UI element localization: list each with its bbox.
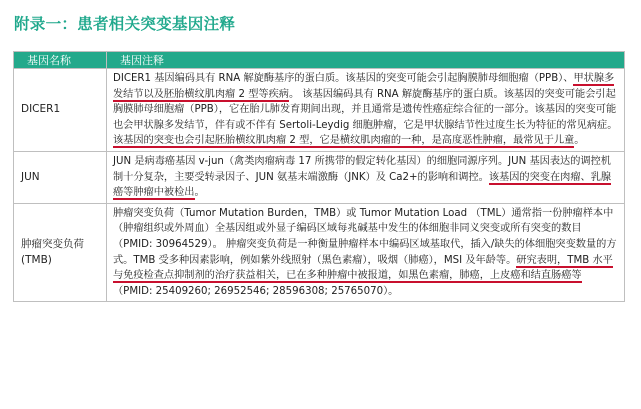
gene-name-cell: 肿瘤突变负荷 (TMB) bbox=[14, 203, 107, 302]
highlighted-text: 甲状腺多发结节以及胚胎横纹肌肉瘤 2 型等疾病 bbox=[113, 73, 615, 100]
gene-annotation-cell bbox=[107, 151, 625, 203]
annotation-text: 。 该基因编码具有 RNA 解旋酶基序的蛋白质。该基因的突变可能会引起胸膜肺母细胞瘤（PPB），它在胎儿肺发育期间出现，并且通常是遗传性癌症综合征的一部分。该基因的突变可能也会甲状腺多发结节，伴有或不伴有 Sertoli-Leydig 细胞肿瘤，它是甲状腺结节性过度生长为特征的常见病症。 bbox=[113, 88, 618, 131]
table-header-row bbox=[14, 52, 625, 69]
annotation-text: （PMID: 25409260; 26952546; 28596308; 25765070）。 bbox=[113, 285, 399, 297]
annotation-text: 。 bbox=[194, 187, 205, 199]
highlighted-text: 研究表明，TMB 水平与免疫检查点抑制剂的治疗获益相关，已在多种肿瘤中被报道，如黑色素瘤，肺癌，上皮癌和结直肠癌等 bbox=[113, 254, 613, 282]
annotation-text: 。 bbox=[574, 135, 585, 147]
annotation-text: 肿瘤突变负荷（Tumor Mutation Burden，TMB）或 Tumor Mutation Load （TML）通常指一份肿瘤样本中（肿瘤组织或外周血）全基因组或外显子编码区域每兆碱基中发生的体细胞非同义突变或所有突变的数目（PMID: 30964529）。 肿瘤突变负荷是一种衡量肿瘤样本中编码区域基取代，插入/缺失的体细胞突变数量的方式。TMB 受多种因素影响，例如紫外线照射（黑色素瘤），吸烟（肺癌），MSI 及年龄等。 bbox=[113, 207, 617, 266]
table-row bbox=[14, 203, 625, 302]
annotation-text: JUN 是病毒癌基因 v-jun（禽类肉瘤病毒 17 所携带的假定转化基因）的细胞同源序列。JUN 基因表达的调控机制十分复杂，主要受转录因子、JUN 氨基末端激酶（JNK）及 Ca2+的影响和调控。 bbox=[113, 155, 611, 183]
appendix-title: 附录一：患者相关突变基因注释 bbox=[14, 15, 236, 33]
gene-name-cell: JUN bbox=[14, 151, 107, 203]
highlighted-text: 该基因的突变也会引起胚胎横纹肌肉瘤 2 型，它是横纹肌肉瘤的一种，是高度恶性肿瘤，最常见于儿童 bbox=[113, 135, 575, 147]
annotation-text: DICER1 基因编码具有 RNA 解旋酶基序的蛋白质。该基因的突变可能会引起胸膜肺母细胞瘤（PPB）、 bbox=[113, 73, 574, 84]
highlighted-text: 该基因的突变在肉瘤、乳腺癌等肿瘤中被检出 bbox=[113, 171, 612, 199]
gene-name-cell: DICER1 bbox=[14, 69, 107, 152]
gene-annotation-cell bbox=[107, 69, 625, 152]
table-row bbox=[14, 151, 625, 203]
header-gene-annotation: 基因注释 bbox=[107, 52, 625, 69]
gene-annotation-table bbox=[13, 51, 625, 302]
header-gene-name: 基因名称 bbox=[14, 52, 107, 69]
table-row bbox=[14, 69, 625, 152]
gene-annotation-cell bbox=[107, 203, 625, 302]
